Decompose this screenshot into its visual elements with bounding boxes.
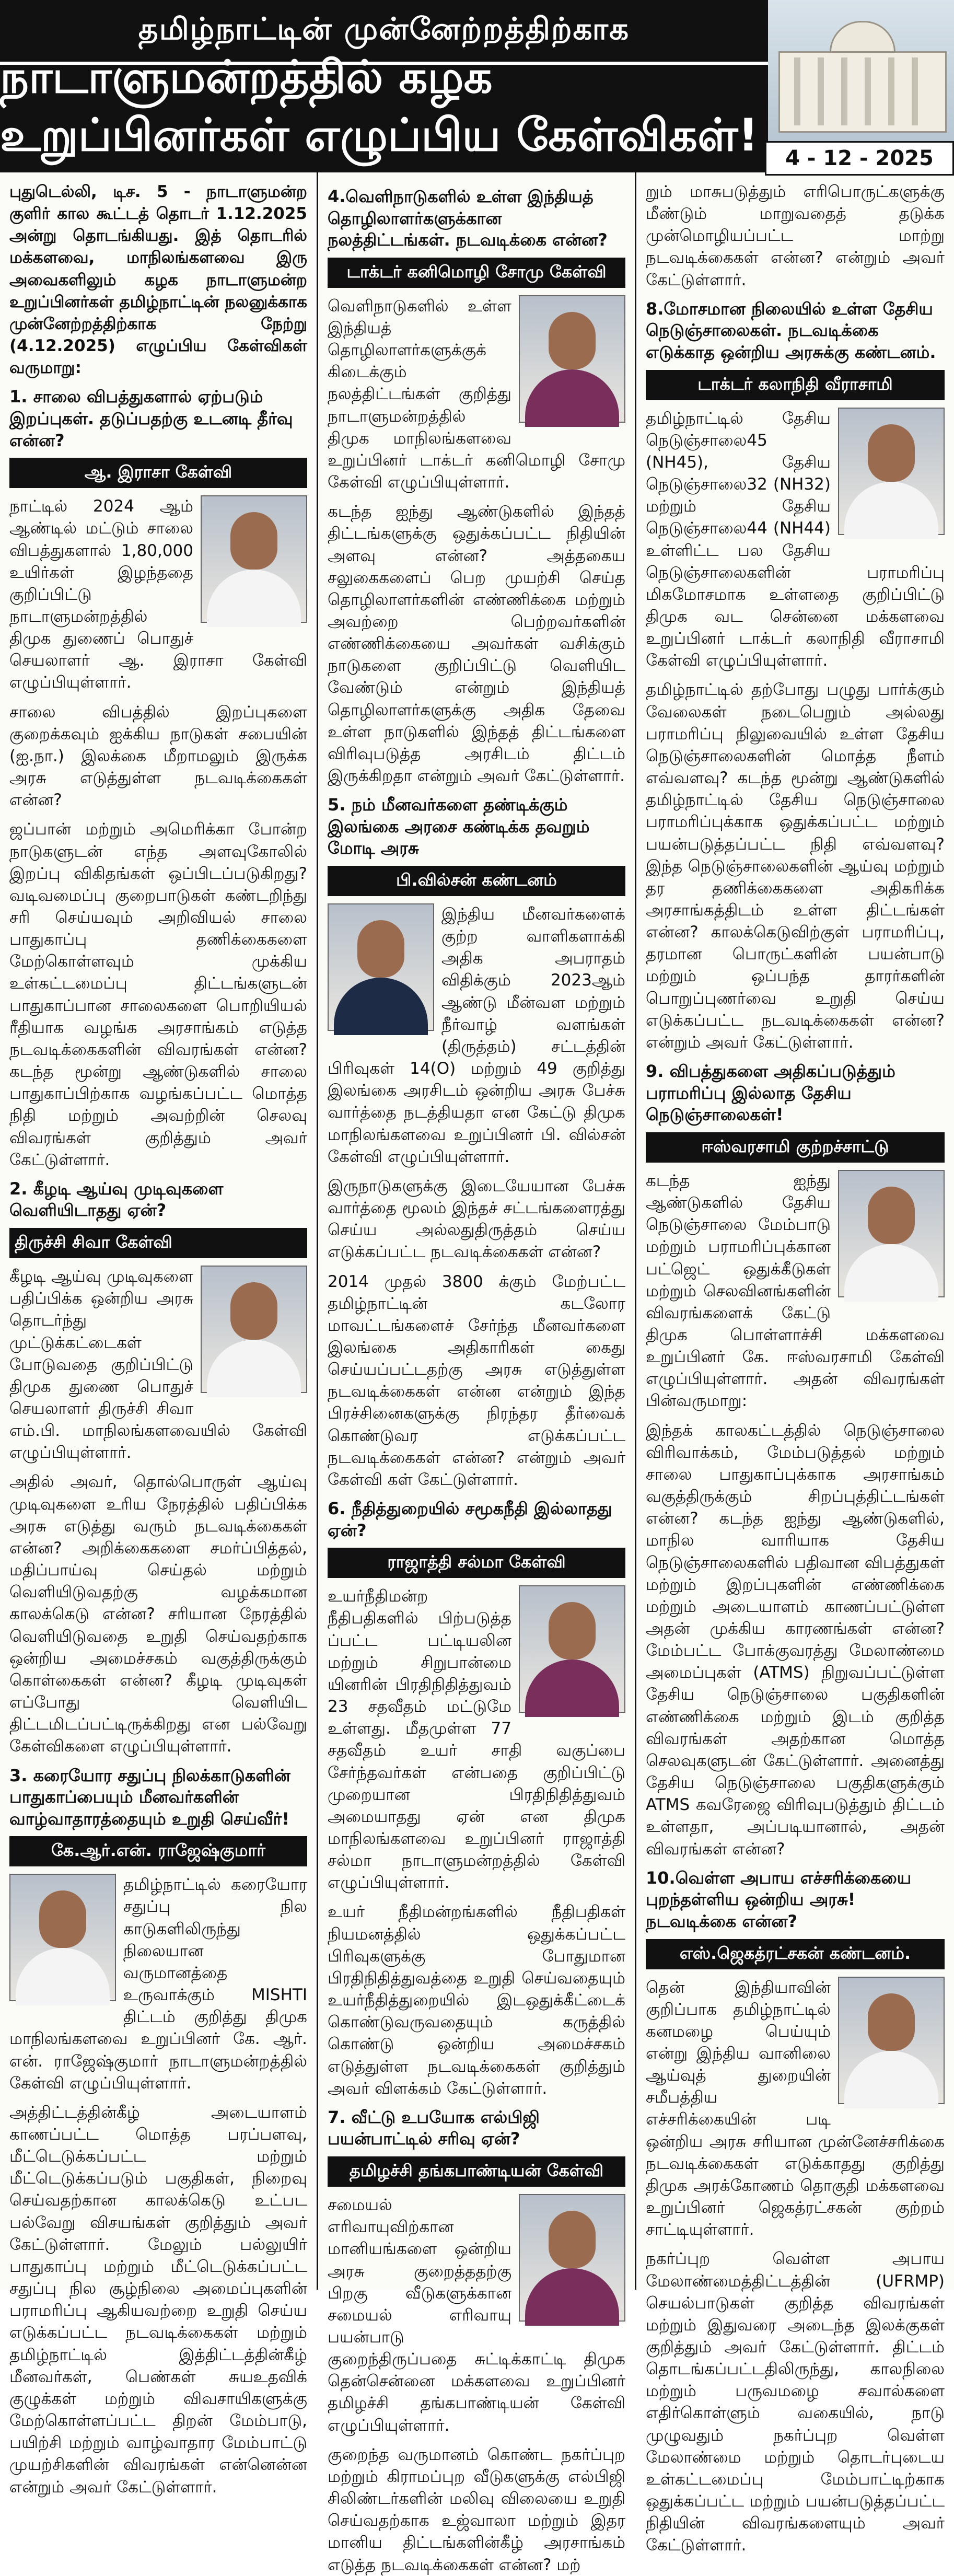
face <box>868 424 915 482</box>
portrait-eswarasamy <box>838 1170 945 1297</box>
paragraph: நாட்டில் 2024 ஆம் ஆண்டில் மட்டும் சாலை விபத்துகளால் 1,80,000 உயிர்கள் இழந்ததை குறிப்பிட்டு நாடாளுமன்றத்தில் திமுக துணைப் பொதுச் செயலாளர் ஆ. இராசா கேள்வி எழுப்பியுள்ளார். <box>9 497 307 692</box>
paragraph: கடந்த ஐந்து ஆண்டுகளில் இந்தத் திட்டங்களுக்கு ஒதுக்கப்பட்ட நிதியின் அளவு என்ன? அத்தகைய சலுகைகளைப் பெற முயற்சி செய்த தொழிலாளர்களின் எண்ணிக்கை மற்றும் அவற்றை பெற்றவர்களின் எண்ணிக்கையை அவர்கள் வசிக்கும் நாடுகளை குறிப்பிட்டு வெளியிட வேண்டும் என்றும் இந்தியத் தொழிலாளர்களுக்கு அதிக தேவை உள்ள நாடுகளில் இந்தத் திட்டங்களை விரிவுபடுத்த அரசிடம் திட்டம் இருக்கிறதா என்றும் அவர் கேட்டுள்ளார். <box>328 502 625 786</box>
suit <box>334 978 428 1035</box>
column-3 <box>636 172 954 2555</box>
paragraph: றும் மாசுபடுத்தும் எரிபொருட்களுக்கு மீண்டும் மாறுவதைத் தடுக்க முன்மொழியப்பட்ட மாற்று நடவடிக்கைகள் என்ன? என்றும் அவர் கேட்டுள்ளார். <box>646 182 945 289</box>
paragraph: 2014 முதல் 3800 க்கும் மேற்பட்ட தமிழ்நாட்டின் கடலோர மாவட்டங்களைச் சேர்ந்த மீனவர்களை இலங்கை அதிகாரிகள் கைது செய்யப்பட்டதற்கு அரசு எடுத்துள்ள நடவடிக்கைகள் என்ன என்றும் இந்த பிரச்சினைகளுக்கு நிரந்தர தீர்வைக் கொண்டுவர எடுக்கப்பட்ட நடவடிக்கைகள் என்ன? என்றும் அவர் கேள்வி கள் கேட்டுள்ளார். <box>328 1272 625 1489</box>
question-8-heading: 8.மோசமான நிலையில் உள்ள தேசிய நெடுஞ்சாலைகள். நடவடிக்கை எடுக்காத ஒன்றிய அரசுக்கு கண்டனம். <box>646 298 936 362</box>
face <box>357 920 404 978</box>
question-4-byline: டாக்டர் கனிமொழி சோமு கேள்வி <box>328 258 625 288</box>
paragraph: இந்திய மீனவர்களைக் குற்ற வாளிகளாக்கி அதிக அபராதம் விதிக்கும் 2023ஆம் ஆண்டு மீன்வள மற்றும் நீர்வாழ் வளங்கள் (திருத்தம்) சட்டத்தின் பிரிவுகள் 14(O) மற்றும் 49 குறித்து இலங்கை அரசிடம் ஒன்றிய அரசு பேச்சு வார்த்தை நடத்தியதா என கேட்டு திமுக மாநிலங்களவை உறுப்பினர் பி. வில்சன் கேள்வி எழுப்பியுள்ளார். <box>328 905 625 1166</box>
portrait-thamizhachi <box>519 2194 625 2322</box>
paragraph: தமிழ்நாட்டில் தற்போது பழுது பார்க்கும் வேலைகள் நடைபெறும் அல்லது பராமரிப்பு நிலுவையில் உள்ள தேசிய நெடுஞ்சாலைகளின் மொத்த நீளம் எவ்வளவு? கடந்த மூன்று ஆண்டுகளில் தமிழ்நாட்டில் தேசிய நெடுஞ்சாலை பராமரிப்புக்காக ஒதுக்கப்பட்ட மற்றும் பயன்படுத்தப்பட்ட நிதி எவ்வளவு? இந்த நெடுஞ்சாலைகளின் ஆய்வு மற்றும் தர தணிக்கைகளை அதிகரிக்க அரசாங்கத்திடம் உள்ள திட்டங்கள் என்ன? காலக்கெடுவிற்குள் பராமரிப்பு, தரமான பொருட்களின் பயன்பாடு மற்றும் ஒப்பந்த தாரர்களின் பொறுப்புணர்வை உறுதி செய்ய எடுக்கப்பட்ட நடவடிக்கைகள் என்ன? என்றும் அவர் கேட்டுள்ளார். <box>646 680 945 1052</box>
paragraph: குறைந்த வருமானம் கொண்ட நகர்ப்புற மற்றும் கிராமப்புற வீடுகளுக்கு எல்பிஜி சிலிண்டர்களின் மலிவு விலையை உறுதி செய்வதற்காக உஜ்வாலா மற்றும் இதர மானிய திட்டங்களின்கீழ் அரசாங்கம் எடுத்த நடவடிக்கைகள் என்ன? மற் <box>328 2445 625 2574</box>
paragraph: சமையல் எரிவாயுவிற்கான மானியங்களை ஒன்றிய அரசு குறைத்ததற்கு பிறகு வீடுகளுக்கான சமையல் எரிவாயு பயன்பாடு குறைந்திருப்பதை சுட்டிக்காட்டி திமுக தென்சென்னை மக்களவை உறுப்பினர் தமிழச்சி தங்கபாண்டியன் கேள்வி எழுப்பியுள்ளார். <box>328 2196 625 2435</box>
question-1-byline: ஆ. இராசா கேள்வி <box>9 458 307 488</box>
question-6-byline: ராஜாத்தி சல்மா கேள்வி <box>328 1548 625 1578</box>
question-10-byline: எஸ்.ஜெகத்ரட்சகன் கண்டனம். <box>646 1939 945 1969</box>
question-8-byline: டாக்டர் கலாநிதி வீராசாமி <box>646 370 945 400</box>
masthead <box>0 0 954 172</box>
shirt <box>207 1340 301 1397</box>
face <box>868 1993 915 2051</box>
question-4-heading: 4.வெளிநாடுகளில் உள்ள இந்தியத் தொழிலாளர்களுக்கான நலத்திட்டங்கள். நடவடிக்கை என்ன? <box>328 187 608 250</box>
saree <box>525 1660 619 1717</box>
paragraph: உயர் நீதிமன்றங்களில் நீதிபதிகள் நியமனத்தில் ஒதுக்கப்பட்ட பிரிவுகளுக்கு போதுமான பிரதிநிதித்துவத்தை உறுதி செய்வதையும் உயர்நீதித்துறையில் இடஒதுக்கீட்டைக் கொண்டுவருவதையும் கருத்தில் கொண்டு ஒன்றிய அமைச்சகம் எடுத்துள்ள நடவடிக்கைகள் குறித்தும் அவர் விளக்கம் கேட்டுள்ளார். <box>328 1902 625 2098</box>
question-3-heading: 3. கரையோர சதுப்பு நிலக்காடுகளின் பாதுகாப்பையும் மீனவர்களின் வாழ்வாதாரத்தையும் உறுதி செய்வீர்! <box>9 1765 290 1829</box>
paragraph: தமிழ்நாட்டில் கரையோர சதுப்பு நில காடுகளிலிருந்து நிலையான வருமானத்தை உருவாக்கும் MISHTI திட்டம் குறித்து திமுக மாநிலங்களவை உறுப்பினர் கே. ஆர். என். ராஜேஷ்குமார் நாடாளுமன்றத்தில் கேள்வி எழுப்பியுள்ளார். <box>9 1875 307 2093</box>
parliament-column <box>841 57 847 125</box>
question-5-heading: 5. நம் மீனவர்களை தண்டிக்கும் இலங்கை அரசை கண்டிக்க தவறும் மோடி அரசு <box>328 795 590 858</box>
face <box>549 1602 596 1660</box>
question-1-heading: 1. சாலை விபத்துகளால் ஏற்படும் இறப்புகள். தடுப்பதற்கு உடனடி தீர்வு என்ன? <box>9 387 293 450</box>
shirt <box>207 570 301 627</box>
issue-date: 4 - 12 - 2025 <box>765 141 954 176</box>
paragraph: ஜப்பான் மற்றும் அமெரிக்கா போன்ற நாடுகளுடன் எந்த அளவுகோலில் இறப்பு விகிதங்கள் ஒப்பிடப்படுகிறது? வடிவமைப்பு குறைபாடுகள் கண்டறிந்து சரி செய்யவும் அறிவியல் சாலை பாதுகாப்பு தணிக்கைகளை மேற்கொள்ளவும் முக்கிய உள்கட்டமைப்பு திட்டங்களுடன் பாதுகாப்பான சாலைகளை பொறியியல் ரீதியாக வழங்க அரசாங்கம் எடுத்த நடவடிக்கைகளின் விவரங்கள் என்ன? கடந்த மூன்று ஆண்டுகளில் சாலை பாதுகாப்பிற்காக வழங்கப்பட்ட மொத்த நிதி மற்றும் அவற்றின் செலவு விவரங்கள் குறித்தும் அவர் கேட்டுள்ளார். <box>9 820 307 1169</box>
column-2 <box>318 172 636 2574</box>
parliament-column <box>794 57 800 125</box>
portrait-kalanidhi <box>838 408 945 535</box>
masthead-headline: நாடாளுமன்றத்தில் கழக உறுப்பினர்கள் எழுப்பிய கேள்விகள்! <box>0 62 768 154</box>
question-6-heading: 6. நீதித்துறையில் சமூகநீதி இல்லாதது ஏன்? <box>328 1499 612 1540</box>
column-1 <box>0 172 318 2497</box>
paragraph: உயர்நீதிமன்ற நீதிபதிகளில் பிற்படுத்த ப்பட்ட பட்டியலின மற்றும் சிறுபான்மை யினரின் பிரதிநிதித்துவம் 23 சதவீதம் மட்டுமே உள்ளது. மீதமுள்ள 77 சதவீதம் உயர் சாதி வகுப்பை சேர்ந்தவர்கள் என்பதை குறிப்பிட்டு முறையான பிரதிநிதித்துவம் அமையாதது ஏன் என திமுக மாநிலங்களவை உறுப்பினர் ராஜாத்தி சல்மா நாடாளுமன்றத்தில் கேள்வி எழுப்பியுள்ளார். <box>328 1587 625 1893</box>
parliament-dome <box>830 21 895 55</box>
paragraph: வெளிநாடுகளில் உள்ள இந்தியத் தொழிலாளர்களுக்குக் கிடைக்கும் நலத்திட்டங்கள் குறித்து நாடாளுமன்றத்தில் திமுக மாநிலங்களவை உறுப்பினர் டாக்டர் கனிமொழி சோமு கேள்வி எழுப்பியுள்ளார். <box>328 296 625 492</box>
question-5-byline: பி.வில்சன் கண்டனம் <box>328 866 625 896</box>
parliament-column <box>818 57 824 125</box>
shirt <box>844 1244 938 1302</box>
face <box>230 512 277 570</box>
portrait-kanimozhi-somu <box>519 295 625 423</box>
portrait-raja <box>201 495 307 623</box>
question-9-byline: ஈஸ்வரசாமி குற்றச்சாட்டு <box>646 1132 945 1163</box>
intro-paragraph: புதுடெல்லி, டிச. 5 - நாடாளுமன்ற குளிர் கால கூட்டத் தொடர் 1.12.2025 அன்று தொடங்கியது. இத் தொடரில் மக்களவை, மாநிலங்களவை இரு அவைகளிலும் கழக நாடாளுமன்ற உறுப்பினர்கள் தமிழ்நாட்டின் நலனுக்காக முன்னேற்றத்திற்காக நேற்று (4.12.2025) எழுப்பிய கேள்விகள் வருமாறு: <box>9 182 307 378</box>
parliament-column <box>888 57 894 125</box>
portrait-jagathrakshakan <box>838 1977 945 2104</box>
question-9-heading: 9. விபத்துகளை அதிகப்படுத்தும் பராமரிப்பு இல்லாத தேசிய நெடுஞ்சாலைகள்! <box>646 1061 895 1125</box>
paragraph: அத்திட்டத்தின்கீழ் அடையாளம் காணப்பட்ட மொத்த பரப்பளவு, மீட்டெடுக்கப்பட்ட மற்றும் மீட்டெடுக்கப்படும் பகுதிகள், நிறைவு செய்வதற்கான காலக்கெடு உட்பட பல்வேறு விசயங்கள் குறித்தும் அவர் கேட்டுள்ளார். மேலும் பல்லுயிர் பாதுகாப்பு மற்றும் மீட்டெடுக்கப்பட்ட சதுப்பு நில சூழ்நிலை அமைப்புகளின் பராமரிப்பு ஆகியவற்றை உறுதி செய்ய எடுக்கப்பட்ட நடவடிக்கைகள் மற்றும் தமிழ்நாட்டில் இத்திட்டத்தின்கீழ் மீனவர்கள், பெண்கள் சுயஉதவிக் குழுக்கள் மற்றும் விவசாயிகளுக்கு மேற்கொள்ளப்பட்ட திறன் மேம்பாடு, பயிற்சி மற்றும் வாழ்வாதார மேம்பாட்டு முயற்சிகளின் விவரங்கள் என்னென்ன என்றும் அவர் கேட்டுள்ளார். <box>9 2103 307 2497</box>
face <box>39 1890 86 1948</box>
paragraph: அதில் அவர், தொல்பொருள் ஆய்வு முடிவுகளை உரிய நேரத்தில் பதிப்பிக்க அரசு எடுத்து வரும் நடவடிக்கைகள் என்ன? அறிக்கைகளை சமர்ப்பித்தல், மதிப்பாய்வு செய்தல் மற்றும் வெளியிடுவதற்கு வழக்கமான காலக்கெடு என்ன? சரியான நேரத்தில் வெளியிடுவதை உறுதி செய்வதற்காக ஒன்றிய அமைச்சகம் வகுத்திருக்கும் கொள்கைகள் என்ன? கீழடி முடிவுகள் எப்போது வெளியிட திட்டமிடப்பட்டிருக்கிறது என பல்வேறு கேள்விகளை எழுப்பியுள்ளார். <box>9 1472 307 1756</box>
masthead-kicker: தமிழ்நாட்டின் முன்னேற்றத்திற்காக <box>138 11 630 47</box>
paragraph: இருநாடுகளுக்கு இடையேயான பேச்சு வார்த்தை மூலம் இந்தச் சட்டங்களைரத்து செய்ய அல்லதுதிருத்தம் செய்ய எடுக்கப்பட்ட நடவடிக்கைகள் என்ன? <box>328 1176 625 1262</box>
portrait-rajeshkumar <box>9 1874 116 2001</box>
face <box>549 312 596 369</box>
face <box>230 1282 277 1340</box>
question-2-heading: 2. கீழடி ஆய்வு முடிவுகளை வெளியிடாதது ஏன்? <box>9 1178 224 1221</box>
parliament-column <box>865 57 871 125</box>
question-3-byline: கே.ஆர்.என். ராஜேஷ்குமார் <box>9 1836 307 1866</box>
shirt <box>844 482 938 539</box>
paragraph: சாலை விபத்தில் இறப்புகளை குறைக்கவும் ஐக்கிய நாடுகள் சபையின் (ஐ.நா.) இலக்கை மீறாமலும் இருக்க அரசு எடுத்துள்ள நடவடிக்கைகள் என்ன? <box>9 702 307 810</box>
paragraph: தென் இந்தியாவின் குறிப்பாக தமிழ்நாட்டில் கனமழை பெய்யும் என்று இந்திய வானிலை ஆய்வுத் துறையின் சமீபத்திய எச்சரிக்கையின் படி ஒன்றிய அரசு சரியான முன்னேச்சரிக்கை நடவடிக்கைகள் எடுக்காதது குறித்து திமுக அரக்கோணம் தொகுதி மக்களவை உறுப்பினர் ஜெகத்ரட்சகன் குற்றம் சாட்டியுள்ளார். <box>646 1978 945 2240</box>
question-10-heading: 10.வெள்ள அபாய எச்சரிக்கையை புறந்தள்ளிய ஒன்றிய அரசு! நடவடிக்கை என்ன? <box>646 1867 912 1931</box>
portrait-siva <box>201 1266 307 1393</box>
question-7-byline: தமிழச்சி தங்கபாண்டியன் கேள்வி <box>328 2156 625 2187</box>
paragraph: தமிழ்நாட்டில் தேசிய நெடுஞ்சாலை45 (NH45), தேசிய நெடுஞ்சாலை32 (NH32) மற்றும் தேசிய நெடுஞ்சாலை44 (NH44) உள்ளிட்ட பல தேசிய நெடுஞ்சாலைகளின் பராமரிப்பு மிகமோசமாக உள்ளதை குறிப்பிட்டு திமுக வட சென்னை மக்களவை உறுப்பினர் டாக்டர் கலாநிதி வீராசாமி கேள்வி எழுப்பியுள்ளார். <box>646 409 945 670</box>
shirt <box>16 1948 110 2005</box>
parliament-building-image <box>768 0 954 141</box>
saree <box>525 2268 619 2326</box>
portrait-salma <box>519 1585 625 1713</box>
portrait-wilson <box>328 903 434 1031</box>
shirt <box>844 2051 938 2108</box>
face <box>868 1187 915 1244</box>
paragraph: கடந்த ஐந்து ஆண்டுகளில் தேசிய நெடுஞ்சாலை மேம்பாடு மற்றும் பராமரிப்புக்கான பட்ஜெட் ஒதுக்கீடுகள் மற்றும் செலவினங்களின் விவரங்களைக் கேட்டு திமுக பொள்ளாச்சி மக்களவை உறுப்பினர் கே. ஈஸ்வரசாமி கேள்வி எழுப்பியுள்ளார். அதன் விவரங்கள் பின்வருமாறு: <box>646 1171 945 1411</box>
face <box>549 2211 596 2268</box>
question-2-byline: திருச்சி சிவா கேள்வி <box>9 1228 307 1258</box>
question-7-heading: 7. வீட்டு உபயோக எல்பிஜி பயன்பாட்டில் சரிவு ஏன்? <box>328 2107 540 2149</box>
paragraph: கீழடி ஆய்வு முடிவுகளை பதிப்பிக்க ஒன்றிய அரசு தொடர்ந்து முட்டுக்கட்டைகள் போடுவதை குறிப்பிட்டு திமுக துணை பொதுச் செயலாளர் திருச்சி சிவா எம்.பி. மாநிலங்களவையில் கேள்வி எழுப்பியுள்ளார். <box>9 1267 307 1463</box>
parliament-facade <box>778 51 947 133</box>
saree <box>525 369 619 427</box>
paragraph: நகர்ப்புற வெள்ள அபாய மேலாண்மைத்திட்டத்தின் (UFRMP) செயல்பாடுகள் குறித்த விவரங்கள் மற்றும் இதுவரை அடைந்த இலக்குகள் குறித்தும் அவர் கேட்டுள்ளார். திட்டம் தொடங்கப்பட்டதிலிருந்து, காலநிலை மற்றும் பருவமழை சவால்களை எதிர்கொள்ளும் வகையில், நாடு முழுவதும் நகர்ப்புற வெள்ள மேலாண்மை மற்றும் தொடர்புடைய உள்கட்டமைப்பு மேம்பாட்டிற்காக ஒதுக்கப்பட்ட மற்றும் பயன்படுத்தப்பட்ட நிதியின் விவரங்களையும் அவர் கேட்டுள்ளார். <box>646 2249 945 2555</box>
paragraph: இந்தக் காலகட்டத்தில் நெடுஞ்சாலை விரிவாக்கம், மேம்படுத்தல் மற்றும் சாலை பாதுகாப்புக்காக அரசாங்கம் வகுத்திருக்கும் சிறப்புத்திட்டங்கள் என்ன? கடந்த ஐந்து ஆண்டுகளில், மாநில வாரியாக தேசிய நெடுஞ்சாலைகளில் பதிவான விபத்துகள் மற்றும் இறப்புகளின் எண்ணிக்கை மற்றும் அடையாளம் காணப்பட்டுள்ள அதன் முக்கிய காரணங்கள் என்ன? மேம்பட்ட போக்குவரத்து மேலாண்மை அமைப்புகள் (ATMS) நிறுவப்பட்டுள்ள தேசிய நெடுஞ்சாலை பகுதிகளின் எண்ணிக்கை மற்றும் இடம் குறித்த விவரங்கள் அதற்கான மொத்த செலவுகளுடன் கேட்டுள்ளார். அனைத்து தேசிய நெடுஞ்சாலை பகுதிகளுக்கும் ATMS கவரேஜை விரிவுபடுத்தும் திட்டம் உள்ளதா, அப்படியானால், அதன் விவரங்கள் என்ன? <box>646 1421 945 1859</box>
parliament-column <box>912 57 918 125</box>
